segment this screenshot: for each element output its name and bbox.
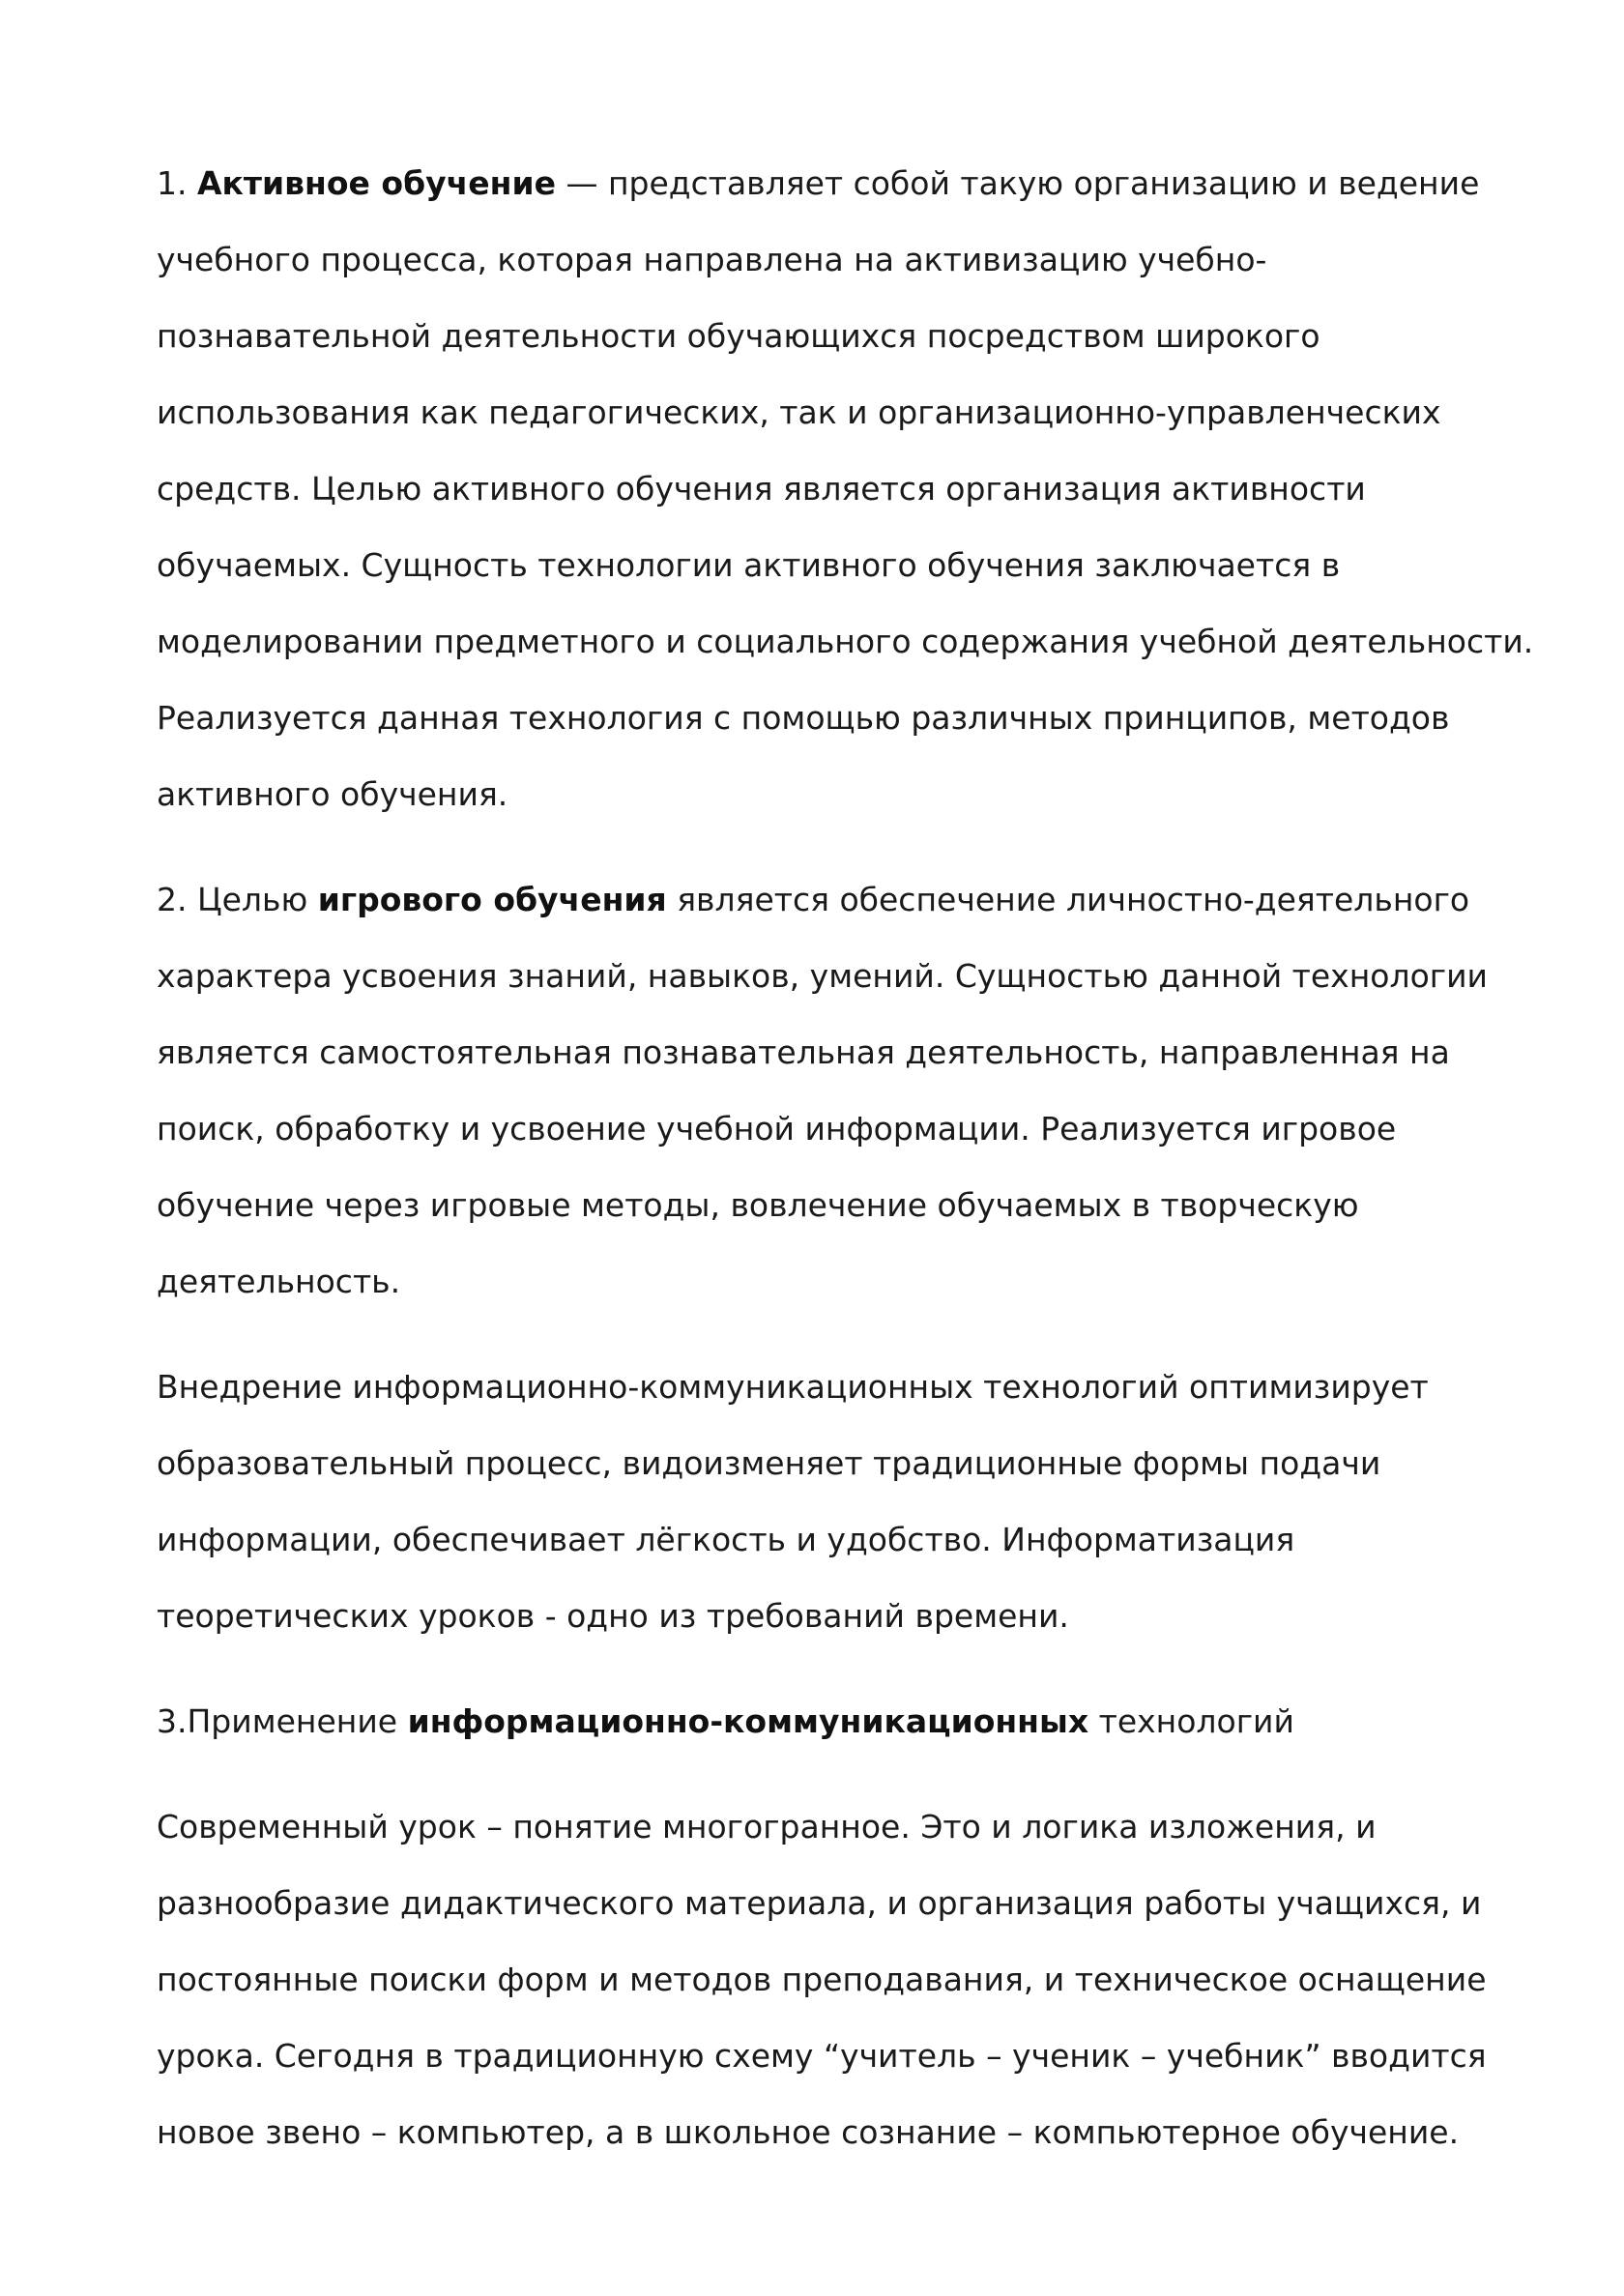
text-line — [157, 1865, 1491, 1941]
bold-term: информационно-коммуникационных — [407, 1702, 1089, 1740]
text-line — [157, 1243, 1491, 1320]
text-segment: характера усвоения знаний, навыков, умений. Сущностью данной технологии — [157, 957, 1488, 995]
text-segment: теоретических уроков - одно из требований времени. — [157, 1597, 1069, 1635]
text-segment: обучаемых. Сущность технологии активного обучения заключается в — [157, 546, 1341, 584]
paragraph — [157, 861, 1491, 1320]
text-segment: — представляет собой такую организацию и ведение — [555, 164, 1480, 202]
text-segment: Реализуется данная технология с помощью различных принципов, методов — [157, 699, 1450, 737]
bold-term: Активное обучение — [196, 164, 556, 202]
text-segment: является самостоятельная познавательная деятельность, направленная на — [157, 1033, 1450, 1071]
text-line — [157, 221, 1491, 298]
text-segment: постоянные поиски форм и методов преподавания, и техническое оснащение — [157, 1961, 1487, 1998]
text-segment: технологий — [1088, 1702, 1294, 1740]
text-line — [157, 374, 1491, 450]
paragraph — [157, 1349, 1491, 1654]
text-segment: использования как педагогических, так и организационно-управленческих — [157, 393, 1441, 431]
paragraph — [157, 1683, 1491, 1759]
text-line — [157, 1578, 1491, 1654]
text-segment: 2. Целью — [157, 881, 318, 918]
text-line — [157, 1683, 1491, 1759]
text-line — [157, 1349, 1491, 1425]
text-line — [157, 145, 1491, 221]
text-line — [157, 1167, 1491, 1243]
text-line — [157, 1090, 1491, 1167]
text-segment: урока. Сегодня в традиционную схему “учитель – ученик – учебник” вводится — [157, 2037, 1487, 2075]
text-line — [157, 450, 1491, 527]
text-line — [157, 603, 1534, 680]
text-segment: учебного процесса, которая направлена на активизацию учебно- — [157, 241, 1267, 278]
text-segment: деятельность. — [157, 1263, 401, 1300]
text-segment: обучение через игровые методы, вовлечение обучаемых в творческую — [157, 1186, 1359, 1224]
text-segment: поиск, обработку и усвоение учебной информации. Реализуется игровое — [157, 1110, 1397, 1148]
text-line — [157, 680, 1491, 756]
text-segment: Внедрение информационно-коммуникационных технологий оптимизирует — [157, 1368, 1429, 1406]
text-segment: моделировании предметного и социального содержания учебной деятельности. — [157, 623, 1534, 660]
text-segment: разнообразие дидактического материала, и организация работы учащихся, и — [157, 1884, 1482, 1922]
text-segment: новое звено – компьютер, а в школьное сознание – компьютерное обучение. — [157, 2113, 1460, 2151]
text-line — [157, 2094, 1491, 2170]
text-line — [157, 298, 1491, 374]
text-segment: средств. Целью активного обучения является организация активности — [157, 470, 1366, 508]
paragraph — [157, 1788, 1491, 2170]
document-body — [157, 145, 1534, 2199]
text-line — [157, 2018, 1491, 2094]
text-line — [157, 1014, 1491, 1090]
text-segment: 1. — [157, 164, 197, 202]
text-line — [157, 1501, 1491, 1578]
text-line — [157, 756, 1491, 832]
text-line — [157, 1788, 1491, 1865]
text-line — [157, 1941, 1491, 2018]
text-segment: активного обучения. — [157, 775, 508, 813]
text-line — [157, 938, 1491, 1014]
text-segment: Современный урок – понятие многогранное. Это и логика изложения, и — [157, 1808, 1377, 1846]
text-line — [157, 527, 1491, 603]
text-segment: познавательной деятельности обучающихся посредством широкого — [157, 317, 1320, 355]
text-line — [157, 1425, 1491, 1501]
text-segment: образовательный процесс, видоизменяет традиционные формы подачи — [157, 1444, 1381, 1482]
text-segment: 3.Применение — [157, 1702, 408, 1740]
bold-term: игрового обучения — [317, 881, 667, 918]
text-segment: является обеспечение личностно-деятельного — [666, 881, 1470, 918]
text-line — [157, 861, 1491, 938]
text-segment: информации, обеспечивает лёгкость и удобство. Информатизация — [157, 1521, 1295, 1558]
paragraph — [157, 145, 1534, 832]
